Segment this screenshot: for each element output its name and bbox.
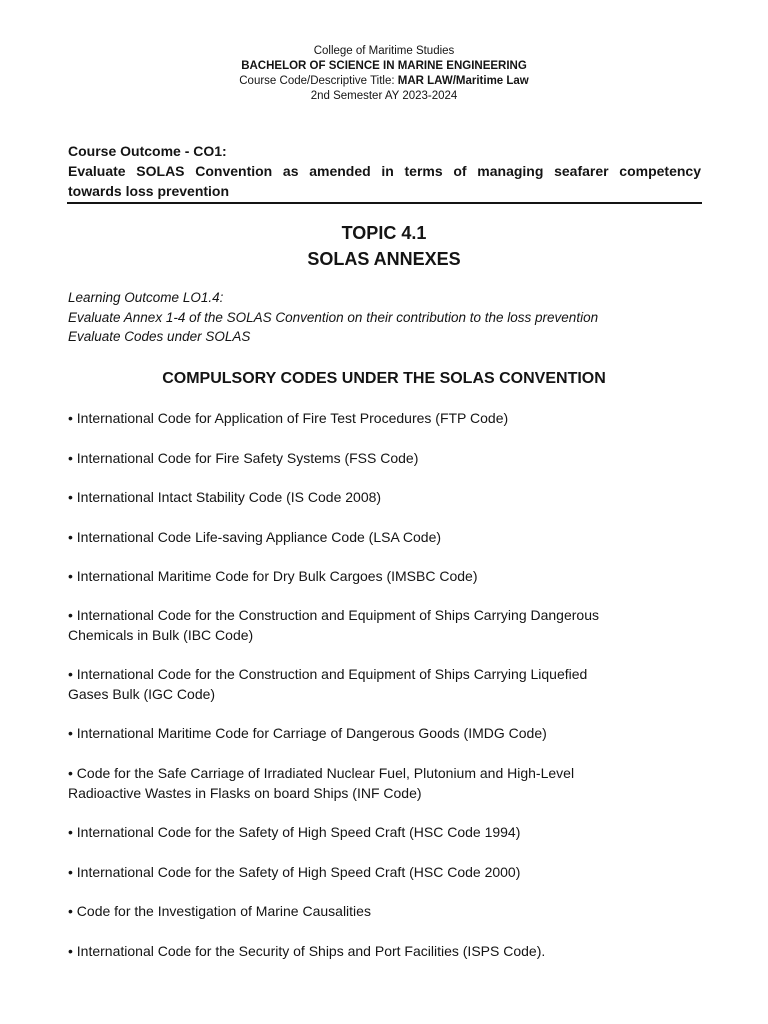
list-item-line: Radioactive Wastes in Flasks on board Ships (INF Code) (68, 784, 422, 801)
course-code-line (0, 74, 768, 89)
list-item (68, 863, 698, 883)
topic-heading (0, 220, 768, 272)
course-code-value: MAR LAW/Maritime Law (397, 75, 529, 87)
list-item (68, 449, 698, 469)
list-item-line: Chemicals in Bulk (IBC Code) (68, 626, 254, 643)
list-item-line: • International Code for Application of Fire Test Procedures (FTP Code) (68, 410, 509, 426)
course-outcome (68, 141, 701, 201)
list-item (68, 606, 698, 645)
list-item-line: • International Code for the Construction and Equipment of Ships Carrying Dangerous (68, 607, 599, 623)
list-item-line: • Code for the Safe Carriage of Irradiated Nuclear Fuel, Plutonium and High-Level (68, 765, 575, 781)
semester-line: 2nd Semester AY 2023-2024 (310, 90, 458, 102)
program-name: BACHELOR OF SCIENCE IN MARINE ENGINEERING (241, 60, 527, 72)
list-item-line: • International Maritime Code for Dry Bulk Cargoes (IMSBC Code) (68, 568, 478, 584)
list-item-line: • International Code for the Security of Ships and Port Facilities (ISPS Code). (68, 943, 546, 959)
learning-outcome (68, 288, 708, 347)
course-outcome-title: Course Outcome - CO1: (68, 143, 227, 159)
list-item (68, 764, 698, 803)
list-item-line: • International Maritime Code for Carriage of Dangerous Goods (IMDG Code) (68, 725, 547, 741)
course-outcome-line-2: towards loss prevention (68, 183, 230, 199)
section-divider (67, 202, 702, 204)
list-item (68, 528, 698, 548)
list-item (68, 942, 698, 962)
list-item-line: • International Code for the Construction and Equipment of Ships Carrying Liquefied (68, 666, 588, 682)
list-item-line: • International Intact Stability Code (IS Code 2008) (68, 489, 382, 505)
list-item (68, 665, 698, 704)
list-item-line: Gases Bulk (IGC Code) (68, 685, 216, 702)
list-item (68, 567, 698, 587)
list-item-line: • International Code for the Safety of High Speed Craft (HSC Code 2000) (68, 864, 521, 880)
list-item-line: • International Code Life-saving Appliance Code (LSA Code) (68, 529, 442, 545)
topic-number: TOPIC 4.1 (341, 223, 427, 243)
learning-outcome-title: Learning Outcome LO1.4: (68, 290, 224, 305)
list-item-line: • Code for the Investigation of Marine Causalities (68, 903, 371, 919)
learning-outcome-line: Evaluate Annex 1-4 of the SOLAS Convention on their contribution to the loss prevention (68, 309, 599, 325)
codes-heading: COMPULSORY CODES UNDER THE SOLAS CONVENTION (162, 370, 606, 387)
document-header (0, 44, 768, 104)
list-item-line: • International Code for the Safety of High Speed Craft (HSC Code 1994) (68, 824, 521, 840)
list-item (68, 823, 698, 843)
list-item (68, 902, 698, 922)
college-name: College of Maritime Studies (313, 45, 455, 57)
course-code-label: Course Code/Descriptive Title: (239, 75, 398, 87)
topic-title: SOLAS ANNEXES (307, 249, 461, 269)
list-item (68, 724, 698, 744)
learning-outcome-line: Evaluate Codes under SOLAS (68, 329, 251, 344)
list-item-line: • International Code for Fire Safety Systems (FSS Code) (68, 450, 419, 466)
course-outcome-line-1: Evaluate SOLAS Convention as amended in terms of managing seafarer competency (68, 163, 701, 179)
list-item (68, 488, 698, 508)
list-item (68, 409, 698, 429)
